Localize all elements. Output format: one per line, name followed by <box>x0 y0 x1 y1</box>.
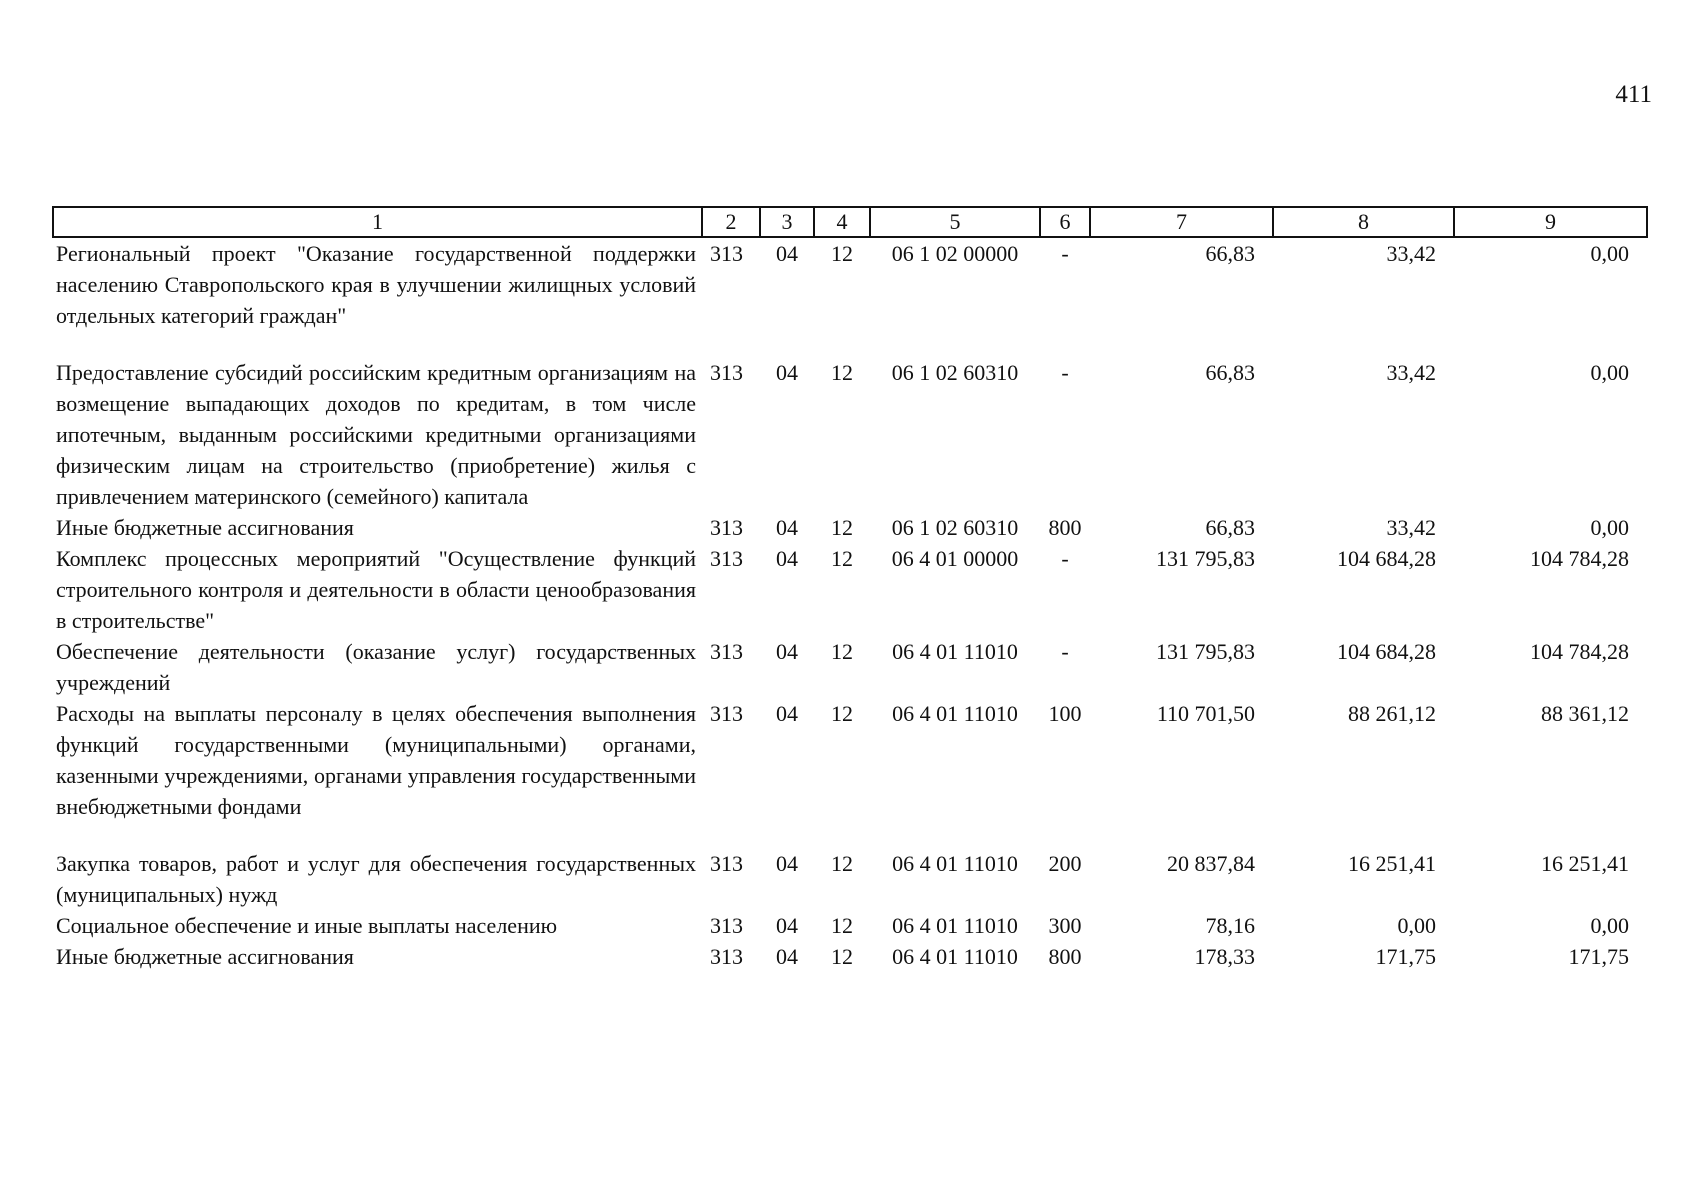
header-col-7: 7 <box>1090 207 1273 237</box>
row-subsection-code: 12 <box>831 241 853 266</box>
row-amount-8: 33,42 <box>1386 360 1436 385</box>
row-subsection-code: 12 <box>831 944 853 969</box>
row-section-code: 04 <box>776 913 798 938</box>
row-amount-9: 88 361,12 <box>1541 701 1629 726</box>
table-row <box>53 357 1647 512</box>
row-section-code: 04 <box>776 639 798 664</box>
row-ministry-code: 313 <box>710 360 743 385</box>
row-amount-8: 88 261,12 <box>1348 701 1436 726</box>
row-target-code: 06 4 01 11010 <box>892 944 1018 969</box>
row-ministry-code: 313 <box>710 851 743 876</box>
row-ministry-code: 313 <box>710 546 743 571</box>
table-row <box>53 910 1647 941</box>
row-expense-type: 200 <box>1048 851 1082 876</box>
row-section-code: 04 <box>776 944 798 969</box>
row-amount-9: 0,00 <box>1590 241 1629 266</box>
row-amount-8: 0,00 <box>1397 913 1436 938</box>
header-row <box>53 207 1647 237</box>
row-amount-7: 78,16 <box>1205 913 1255 938</box>
table-row <box>53 941 1647 972</box>
row-amount-9: 104 784,28 <box>1530 546 1629 571</box>
row-amount-9: 0,00 <box>1590 515 1629 540</box>
table-row <box>53 636 1647 698</box>
row-section-code: 04 <box>776 701 798 726</box>
row-expense-type: 100 <box>1048 701 1082 726</box>
row-amount-9: 16 251,41 <box>1541 851 1629 876</box>
row-amount-8: 104 684,28 <box>1337 546 1436 571</box>
row-target-code: 06 4 01 11010 <box>892 851 1018 876</box>
row-target-code: 06 1 02 00000 <box>891 241 1019 266</box>
row-amount-7: 66,83 <box>1205 515 1255 540</box>
row-amount-8: 16 251,41 <box>1348 851 1436 876</box>
budget-table <box>52 206 1648 972</box>
row-section-code: 04 <box>776 241 798 266</box>
header-col-4: 4 <box>814 207 870 237</box>
table-row <box>53 698 1647 848</box>
row-section-code: 04 <box>776 360 798 385</box>
row-amount-9: 171,75 <box>1568 944 1629 969</box>
row-expense-type: - <box>1061 546 1069 571</box>
row-expense-type: 300 <box>1048 913 1082 938</box>
row-name: Иные бюджетные ассигнования <box>56 515 354 540</box>
row-amount-9: 0,00 <box>1590 913 1629 938</box>
row-ministry-code: 313 <box>710 944 743 969</box>
row-name: Предоставление субсидий российским кредитным организациям на возмещение выпадающих доходов по кредитам, в том числе ипотечным, выданным российскими кредитными организациями физическим лицам на строительство (приобретение) жилья с привлечением материнского (семейного) капитала <box>56 360 696 509</box>
row-section-code: 04 <box>776 515 798 540</box>
row-name: Закупка товаров, работ и услуг для обеспечения государственных (муниципальных) нужд <box>56 851 696 907</box>
row-target-code: 06 1 02 60310 <box>891 360 1019 385</box>
row-amount-7: 131 795,83 <box>1156 639 1255 664</box>
row-expense-type: - <box>1061 241 1069 266</box>
row-amount-8: 33,42 <box>1386 515 1436 540</box>
row-target-code: 06 4 01 00000 <box>891 546 1019 571</box>
header-col-8: 8 <box>1273 207 1454 237</box>
row-amount-8: 33,42 <box>1386 241 1436 266</box>
row-amount-7: 110 701,50 <box>1156 701 1255 726</box>
row-name: Иные бюджетные ассигнования <box>56 944 354 969</box>
row-amount-7: 66,83 <box>1205 241 1255 266</box>
table-row <box>53 848 1647 910</box>
row-subsection-code: 12 <box>831 701 853 726</box>
row-name: Комплекс процессных мероприятий "Осуществление функций строительного контроля и деятельности в области ценообразования в строительстве" <box>56 546 696 633</box>
row-name: Расходы на выплаты персоналу в целях обеспечения выполнения функций государственными (муниципальными) органами, казенными учреждениями, органами управления государственными внебюджетными фондами <box>56 701 696 819</box>
row-expense-type: - <box>1061 360 1069 385</box>
row-name: Социальное обеспечение и иные выплаты населению <box>56 913 558 938</box>
row-expense-type: 800 <box>1048 944 1082 969</box>
row-amount-7: 178,33 <box>1194 944 1255 969</box>
header-col-1: 1 <box>53 207 702 237</box>
row-ministry-code: 313 <box>710 515 743 540</box>
table-body <box>53 237 1647 972</box>
row-ministry-code: 313 <box>710 913 743 938</box>
row-amount-9: 104 784,28 <box>1530 639 1629 664</box>
row-amount-8: 171,75 <box>1375 944 1436 969</box>
row-section-code: 04 <box>776 546 798 571</box>
row-subsection-code: 12 <box>831 546 853 571</box>
row-subsection-code: 12 <box>831 360 853 385</box>
row-subsection-code: 12 <box>831 851 853 876</box>
row-ministry-code: 313 <box>710 241 743 266</box>
row-section-code: 04 <box>776 851 798 876</box>
row-name: Обеспечение деятельности (оказание услуг) государственных учреждений <box>56 639 696 695</box>
row-amount-8: 104 684,28 <box>1337 639 1436 664</box>
row-name: Региональный проект "Оказание государственной поддержки населению Ставропольского края в улучшении жилищных условий отдельных категорий граждан" <box>56 241 696 328</box>
row-subsection-code: 12 <box>831 515 853 540</box>
header-col-2: 2 <box>702 207 760 237</box>
header-col-5: 5 <box>870 207 1040 237</box>
row-ministry-code: 313 <box>710 639 743 664</box>
row-expense-type: - <box>1061 639 1069 664</box>
header-col-3: 3 <box>760 207 814 237</box>
header-col-6: 6 <box>1040 207 1090 237</box>
table-header <box>53 207 1647 237</box>
page-number: 411 <box>1615 81 1652 108</box>
row-target-code: 06 4 01 11010 <box>892 701 1018 726</box>
row-target-code: 06 1 02 60310 <box>891 515 1019 540</box>
table-row <box>53 543 1647 636</box>
row-ministry-code: 313 <box>710 701 743 726</box>
table-row <box>53 237 1647 357</box>
row-amount-7: 20 837,84 <box>1167 851 1255 876</box>
header-col-9: 9 <box>1454 207 1647 237</box>
row-target-code: 06 4 01 11010 <box>892 639 1018 664</box>
row-subsection-code: 12 <box>831 639 853 664</box>
row-expense-type: 800 <box>1048 515 1082 540</box>
row-amount-7: 131 795,83 <box>1156 546 1255 571</box>
row-subsection-code: 12 <box>831 913 853 938</box>
row-amount-7: 66,83 <box>1205 360 1255 385</box>
row-amount-9: 0,00 <box>1590 360 1629 385</box>
table-row <box>53 512 1647 543</box>
row-target-code: 06 4 01 11010 <box>892 913 1018 938</box>
